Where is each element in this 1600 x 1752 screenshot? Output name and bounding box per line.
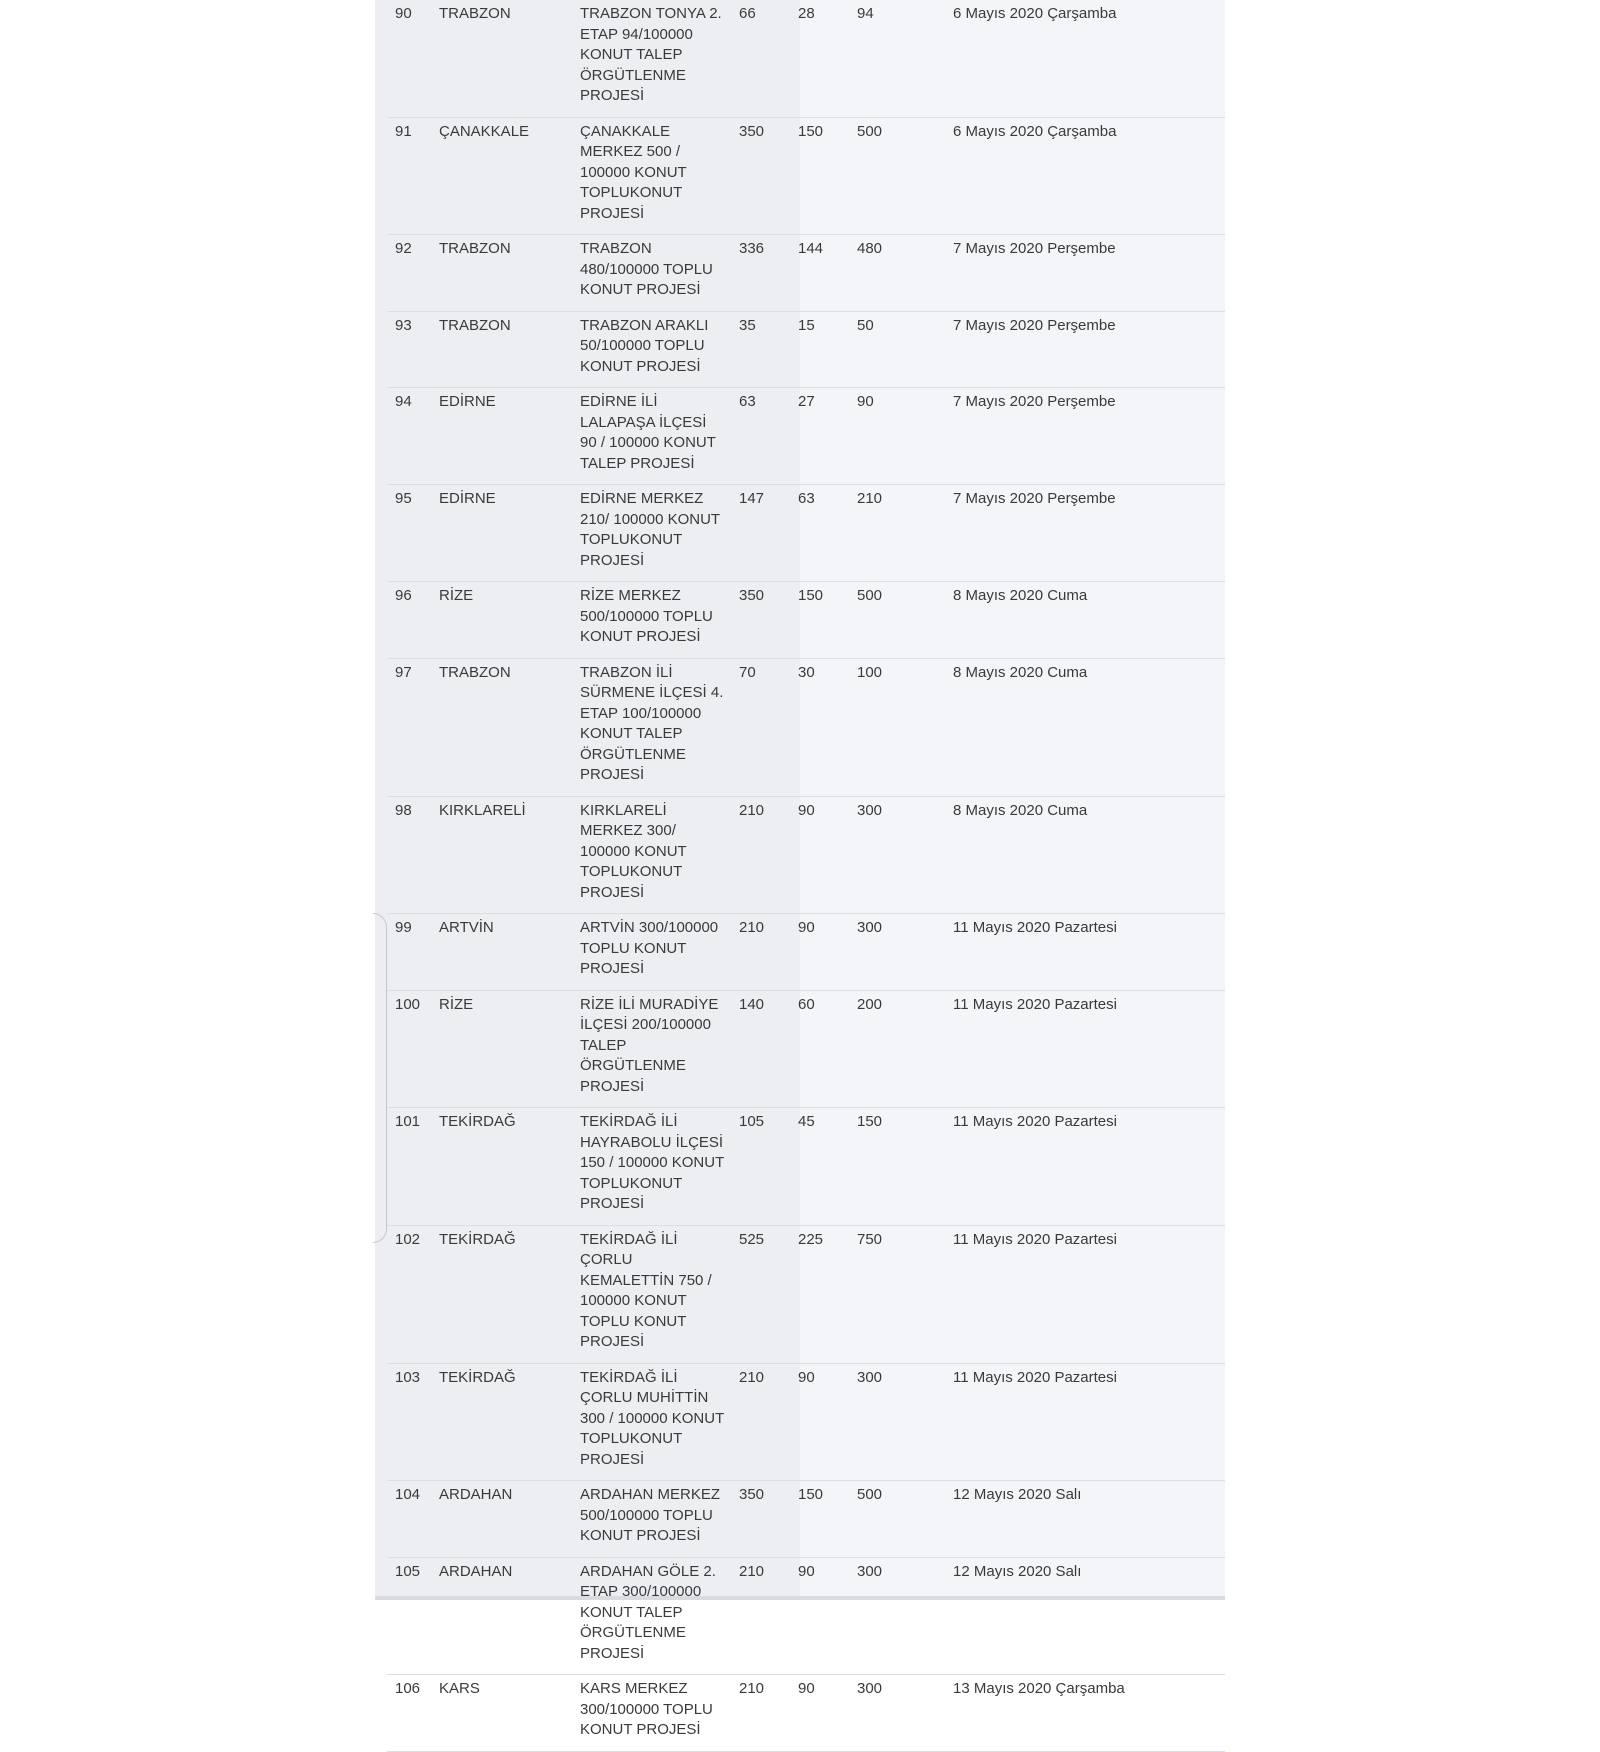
row-number: 93 [387,311,431,388]
row-number: 97 [387,658,431,796]
province: TEKİRDAĞ [431,1108,572,1226]
total: 50 [849,311,945,388]
value-b: 27 [790,388,849,485]
date: 11 Mayıs 2020 Pazartesi [945,1225,1225,1363]
project-name: ARDAHAN GÖLE 2. ETAP 300/100000 KONUT TALEP ÖRGÜTLENME PROJESİ [572,1557,731,1675]
value-b: 225 [790,1225,849,1363]
value-b: 63 [790,485,849,582]
value-a: 210 [731,1675,790,1752]
total: 300 [849,914,945,991]
scroll-handle[interactable] [373,913,387,1243]
total: 94 [849,0,945,117]
value-b: 28 [790,0,849,117]
total: 500 [849,582,945,659]
date: 8 Mayıs 2020 Cuma [945,582,1225,659]
value-a: 63 [731,388,790,485]
table-row [387,0,1225,117]
total: 100 [849,658,945,796]
value-a: 350 [731,117,790,235]
date: 11 Mayıs 2020 Pazartesi [945,914,1225,991]
table-row [387,1675,1225,1752]
table-row [387,1557,1225,1675]
value-b: 90 [790,1675,849,1752]
project-name: TRABZON ARAKLI 50/100000 TOPLU KONUT PROJESİ [572,311,731,388]
province: KARS [431,1675,572,1752]
value-b: 45 [790,1108,849,1226]
value-b: 144 [790,235,849,312]
value-b: 90 [790,1363,849,1481]
table-row [387,914,1225,991]
value-b: 150 [790,582,849,659]
table-row [387,1108,1225,1226]
row-number: 100 [387,990,431,1108]
province: RİZE [431,990,572,1108]
row-number: 98 [387,796,431,914]
value-b: 30 [790,658,849,796]
table-row [387,796,1225,914]
row-number: 95 [387,485,431,582]
table-row [387,1225,1225,1363]
total: 500 [849,117,945,235]
province: TRABZON [431,235,572,312]
value-b: 60 [790,990,849,1108]
date: 11 Mayıs 2020 Pazartesi [945,1363,1225,1481]
date: 8 Mayıs 2020 Cuma [945,658,1225,796]
value-a: 350 [731,582,790,659]
total: 300 [849,1675,945,1752]
date: 11 Mayıs 2020 Pazartesi [945,990,1225,1108]
project-name: EDİRNE İLİ LALAPAŞA İLÇESİ 90 / 100000 KONUT TALEP PROJESİ [572,388,731,485]
project-name: TEKİRDAĞ İLİ ÇORLU KEMALETTİN 750 / 100000 KONUT TOPLU KONUT PROJESİ [572,1225,731,1363]
province: ARDAHAN [431,1481,572,1558]
province: TEKİRDAĞ [431,1225,572,1363]
date: 7 Mayıs 2020 Perşembe [945,311,1225,388]
row-number: 91 [387,117,431,235]
value-a: 350 [731,1481,790,1558]
date: 6 Mayıs 2020 Çarşamba [945,117,1225,235]
province: RİZE [431,582,572,659]
province: TRABZON [431,0,572,117]
date: 6 Mayıs 2020 Çarşamba [945,0,1225,117]
row-number: 105 [387,1557,431,1675]
date: 7 Mayıs 2020 Perşembe [945,235,1225,312]
total: 200 [849,990,945,1108]
value-a: 140 [731,990,790,1108]
project-name: RİZE İLİ MURADİYE İLÇESİ 200/100000 TALEP ÖRGÜTLENME PROJESİ [572,990,731,1108]
date: 12 Mayıs 2020 Salı [945,1481,1225,1558]
table-row [387,658,1225,796]
row-number: 90 [387,0,431,117]
total: 500 [849,1481,945,1558]
project-name: ÇANAKKALE MERKEZ 500 / 100000 KONUT TOPLUKONUT PROJESİ [572,117,731,235]
date: 12 Mayıs 2020 Salı [945,1557,1225,1675]
table-row [387,311,1225,388]
province: EDİRNE [431,485,572,582]
total: 750 [849,1225,945,1363]
row-number: 104 [387,1481,431,1558]
province: TRABZON [431,658,572,796]
value-a: 210 [731,796,790,914]
date: 7 Mayıs 2020 Perşembe [945,388,1225,485]
project-name: KARS MERKEZ 300/100000 TOPLU KONUT PROJESİ [572,1675,731,1752]
row-number: 96 [387,582,431,659]
total: 480 [849,235,945,312]
province: EDİRNE [431,388,572,485]
province: ÇANAKKALE [431,117,572,235]
table-row [387,1481,1225,1558]
total: 300 [849,1363,945,1481]
project-name: TEKİRDAĞ İLİ HAYRABOLU İLÇESİ 150 / 100000 KONUT TOPLUKONUT PROJESİ [572,1108,731,1226]
table-row [387,235,1225,312]
table-row [387,117,1225,235]
value-a: 66 [731,0,790,117]
date: 11 Mayıs 2020 Pazartesi [945,1108,1225,1226]
value-a: 210 [731,914,790,991]
date: 8 Mayıs 2020 Cuma [945,796,1225,914]
total: 300 [849,1557,945,1675]
value-b: 90 [790,796,849,914]
value-a: 147 [731,485,790,582]
province: KIRKLARELİ [431,796,572,914]
total: 150 [849,1108,945,1226]
project-name: TRABZON TONYA 2. ETAP 94/100000 KONUT TALEP ÖRGÜTLENME PROJESİ [572,0,731,117]
value-b: 90 [790,1557,849,1675]
project-name: TRABZON İLİ SÜRMENE İLÇESİ 4. ETAP 100/100000 KONUT TALEP ÖRGÜTLENME PROJESİ [572,658,731,796]
projects-table-body [387,0,1225,1751]
province: ARDAHAN [431,1557,572,1675]
table-row [387,1363,1225,1481]
project-name: TRABZON 480/100000 TOPLU KONUT PROJESİ [572,235,731,312]
row-number: 92 [387,235,431,312]
project-name: EDİRNE MERKEZ 210/ 100000 KONUT TOPLUKONUT PROJESİ [572,485,731,582]
project-name: KIRKLARELİ MERKEZ 300/ 100000 KONUT TOPLUKONUT PROJESİ [572,796,731,914]
projects-table [387,0,1225,1752]
project-name: RİZE MERKEZ 500/100000 TOPLU KONUT PROJESİ [572,582,731,659]
value-b: 150 [790,1481,849,1558]
table-row [387,582,1225,659]
value-a: 210 [731,1363,790,1481]
date: 13 Mayıs 2020 Çarşamba [945,1675,1225,1752]
province: TEKİRDAĞ [431,1363,572,1481]
value-a: 210 [731,1557,790,1675]
row-number: 101 [387,1108,431,1226]
table-row [387,388,1225,485]
province: TRABZON [431,311,572,388]
date: 7 Mayıs 2020 Perşembe [945,485,1225,582]
total: 90 [849,388,945,485]
project-name: TEKİRDAĞ İLİ ÇORLU MUHİTTİN 300 / 100000 KONUT TOPLUKONUT PROJESİ [572,1363,731,1481]
value-a: 105 [731,1108,790,1226]
value-b: 15 [790,311,849,388]
province: ARTVİN [431,914,572,991]
table-row [387,990,1225,1108]
total: 300 [849,796,945,914]
value-a: 35 [731,311,790,388]
project-name: ARDAHAN MERKEZ 500/100000 TOPLU KONUT PROJESİ [572,1481,731,1558]
row-number: 106 [387,1675,431,1752]
value-a: 525 [731,1225,790,1363]
row-number: 94 [387,388,431,485]
value-a: 336 [731,235,790,312]
value-b: 150 [790,117,849,235]
row-number: 103 [387,1363,431,1481]
value-b: 90 [790,914,849,991]
table-row [387,485,1225,582]
row-number: 102 [387,1225,431,1363]
value-a: 70 [731,658,790,796]
project-name: ARTVİN 300/100000 TOPLU KONUT PROJESİ [572,914,731,991]
row-number: 99 [387,914,431,991]
total: 210 [849,485,945,582]
